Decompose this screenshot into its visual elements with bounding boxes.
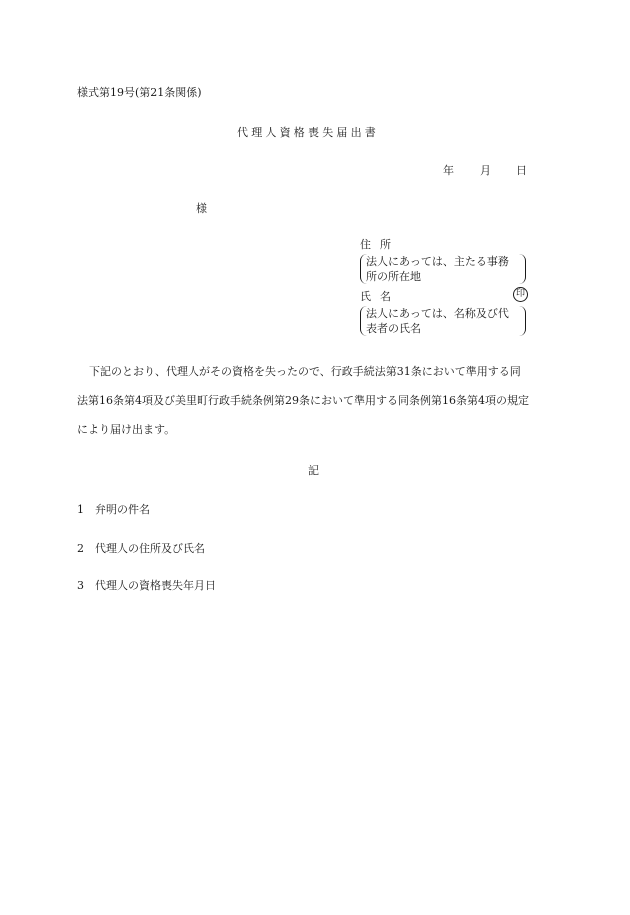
item-number: 2	[77, 542, 84, 555]
body-text-line-3: により届け出ます。	[77, 423, 176, 436]
list-item	[77, 501, 150, 517]
list-item	[77, 540, 205, 556]
seal-mark-icon	[513, 287, 528, 302]
name-note-line-1: 法人にあっては、名称及び代	[366, 307, 509, 320]
name-note-bracket	[360, 306, 526, 336]
name-label: 氏名	[360, 290, 400, 303]
document-title: 代理人資格喪失届出書	[237, 126, 379, 139]
seal-text: 印	[515, 289, 525, 299]
list-item	[77, 577, 216, 593]
name-note-line-2: 表者の氏名	[366, 322, 421, 335]
item-label: 代理人の住所及び氏名	[95, 542, 205, 555]
record-heading: 記	[308, 464, 319, 477]
body-text-line-2: 法第16条第4項及び美里町行政手続条例第29条において準用する同条例第16条第4項の規定	[77, 394, 529, 407]
item-number: 1	[77, 503, 84, 516]
body-text-line-1: 下記のとおり、代理人がその資格を失ったので、行政手続法第31条において準用する同	[89, 365, 521, 378]
address-note-line-2: 所の所在地	[366, 270, 421, 283]
address-note-line-1: 法人にあっては、主たる事務	[366, 255, 509, 268]
form-number: 様式第19号(第21条関係)	[77, 86, 202, 99]
item-label: 弁明の件名	[95, 503, 150, 516]
addressee-suffix: 様	[196, 202, 207, 215]
address-label: 住所	[360, 238, 400, 251]
item-number: 3	[77, 579, 84, 592]
address-note-bracket	[360, 254, 526, 284]
item-label: 代理人の資格喪失年月日	[95, 579, 216, 592]
date-month-label: 月	[480, 164, 491, 177]
date-day-label: 日	[516, 164, 527, 177]
date-year-label: 年	[443, 164, 454, 177]
